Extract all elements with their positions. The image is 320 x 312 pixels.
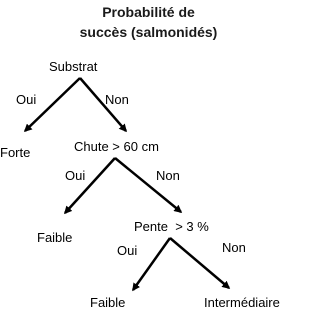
node-substrat: Substrat — [49, 59, 98, 74]
edge-label-chute-non: Non — [156, 168, 180, 183]
edge-chute-pente — [115, 158, 181, 212]
node-pente: Pente > 3 % — [134, 219, 209, 234]
edge-label-substrat-oui: Oui — [16, 92, 37, 107]
edge-label-chute-oui: Oui — [65, 168, 86, 183]
title-line-1: Probabilité de — [102, 4, 195, 20]
title-line-2: succès (salmonidés) — [79, 24, 218, 40]
edge-pente-faible — [133, 238, 170, 290]
edge-chute-faible — [65, 158, 115, 213]
edge-label-substrat-non: Non — [105, 92, 129, 107]
edge-label-pente-non: Non — [222, 240, 246, 255]
leaf-faible-2: Faible — [90, 295, 126, 310]
edge-pente-intermediaire — [170, 238, 229, 288]
leaf-forte: Forte — [0, 145, 31, 160]
edge-label-pente-oui: Oui — [117, 243, 138, 258]
node-chute: Chute > 60 cm — [74, 139, 159, 154]
leaf-faible-1: Faible — [37, 230, 73, 245]
leaf-intermediaire: Intermédiaire — [204, 295, 280, 310]
